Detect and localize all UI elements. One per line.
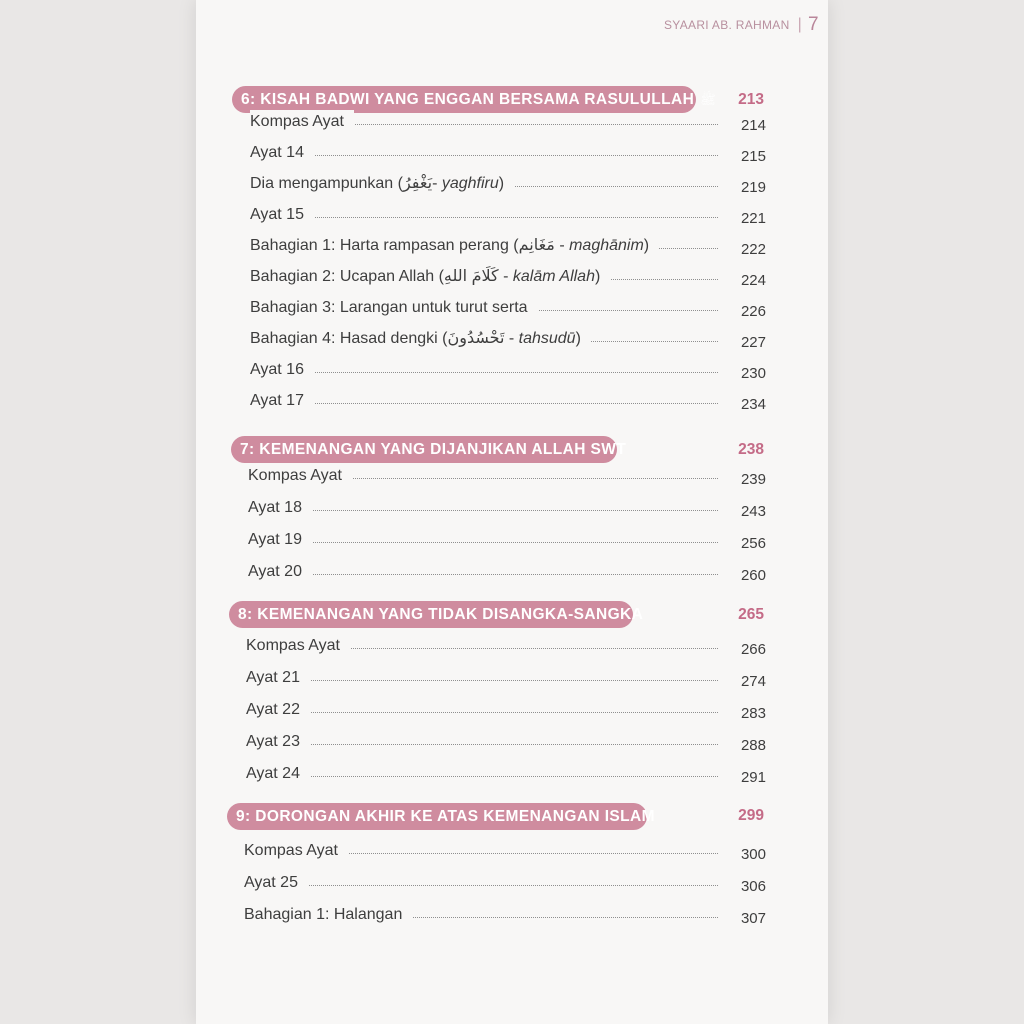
section-heading: 9: DORONGAN AKHIR KE ATAS KEMENANGAN ISLAM	[227, 803, 647, 830]
section-heading: 7: KEMENANGAN YANG DIJANJIKAN ALLAH SWT	[231, 436, 617, 463]
toc-entry[interactable]: Ayat 18 243	[248, 496, 766, 520]
author-name: SYAARI AB. RAHMAN	[664, 18, 790, 32]
toc-entry[interactable]: Ayat 22 283	[246, 698, 766, 722]
toc-entry[interactable]: Bahagian 1: Harta rampasan perang (مَغَانِم - maghānim) 222	[250, 234, 766, 258]
toc-entry[interactable]: Ayat 21 274	[246, 666, 766, 690]
toc-entry[interactable]: Bahagian 4: Hasad dengki (تَحْسُدُونَ - tahsudū) 227	[250, 327, 766, 351]
toc-entry[interactable]: Kompas Ayat 214	[250, 110, 766, 134]
toc-entry[interactable]: Ayat 14 215	[250, 141, 766, 165]
section-heading: 6: KISAH BADWI YANG ENGGAN BERSAMA RASULULLAH ﷺ	[232, 86, 696, 113]
toc-entry[interactable]: Ayat 17 234	[250, 389, 766, 413]
page-number: 7	[808, 14, 819, 35]
toc-entry[interactable]: Bahagian 2: Ucapan Allah (كَلَامَ اللهِ - kalām Allah) 224	[250, 265, 766, 289]
toc-entry[interactable]: Ayat 25 306	[244, 871, 766, 895]
running-head	[664, 14, 819, 36]
toc-entry[interactable]: Ayat 23 288	[246, 730, 766, 754]
toc-entry[interactable]: Kompas Ayat 239	[248, 464, 766, 488]
section-page-number: 299	[738, 807, 764, 824]
toc-entry[interactable]: Ayat 19 256	[248, 528, 766, 552]
salawat-emblem: ﷺ	[700, 92, 716, 107]
toc-entry[interactable]: Ayat 16 230	[250, 358, 766, 382]
section-page-number: 238	[738, 441, 764, 458]
section-page-number: 265	[738, 606, 764, 623]
toc-entry[interactable]: Ayat 20 260	[248, 560, 766, 584]
section-page-number: 213	[738, 91, 764, 108]
toc-entry[interactable]: Ayat 15 221	[250, 203, 766, 227]
toc-entry[interactable]: Kompas Ayat 266	[246, 634, 766, 658]
toc-entry[interactable]: Dia mengampunkan (يَغْفِرُ- yaghfiru) 219	[250, 172, 766, 196]
section-heading: 8: KEMENANGAN YANG TIDAK DISANGKA-SANGKA	[229, 601, 633, 628]
toc-entry[interactable]: Kompas Ayat 300	[244, 839, 766, 863]
running-head-separator: |	[797, 16, 803, 33]
toc-entry[interactable]: Bahagian 1: Halangan 307	[244, 903, 766, 927]
toc-entry[interactable]: Ayat 24 291	[246, 762, 766, 786]
toc-entry[interactable]: Bahagian 3: Larangan untuk turut serta 226	[250, 296, 766, 320]
